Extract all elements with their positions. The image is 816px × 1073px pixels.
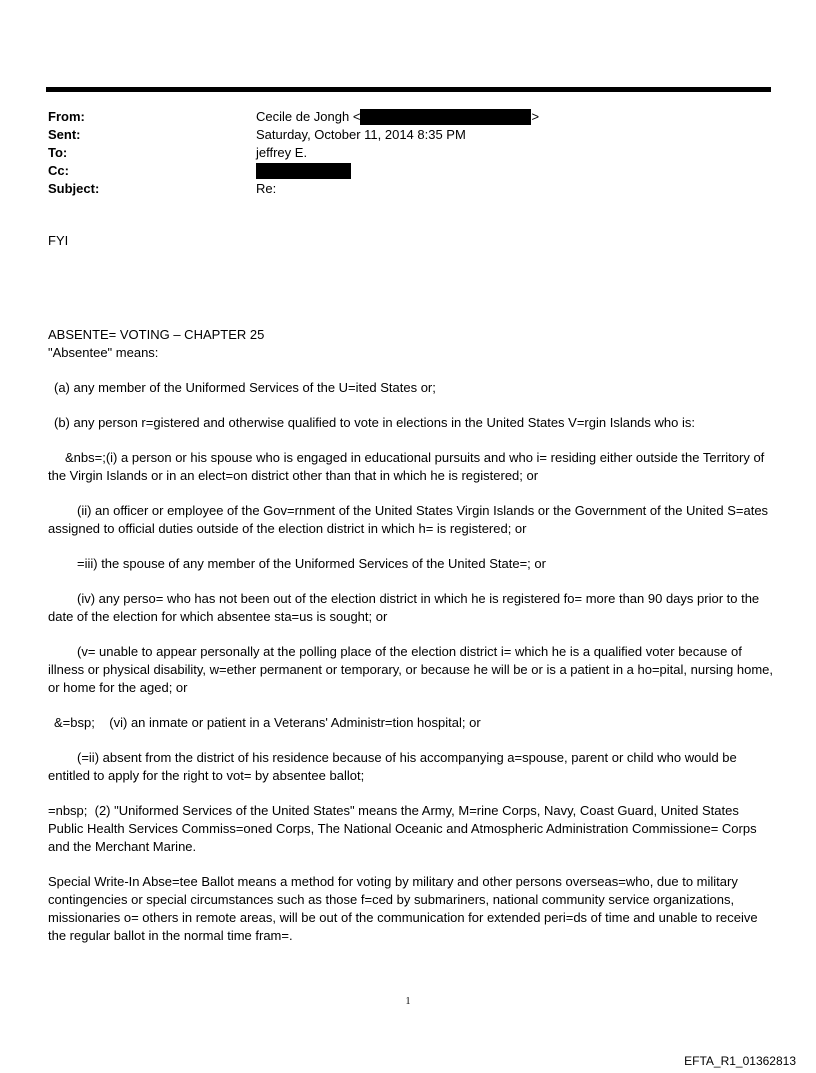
body-paragraph: &=bsp; (vi) an inmate or patient in a Veterans' Administr=tion hospital; or <box>54 715 481 730</box>
subject-value: Re: <box>256 181 277 196</box>
body-paragraph: (v= unable to appear personally at the polling place of the election district i= which he is a qualified voter because of illness or physical disability, w=ether permanent or temporary, or because he will be or is a patient in a ho=pital, nursing home, or home for the aged; or <box>48 644 774 695</box>
email-header <box>48 108 748 198</box>
cc-row <box>48 162 748 180</box>
sender-name: Cecile de Jongh < <box>256 109 361 124</box>
sent-value: Saturday, October 11, 2014 8:35 PM <box>256 127 466 142</box>
from-value <box>256 108 539 126</box>
body-paragraph: (=ii) absent from the district of his residence because of his accompanying a=spouse, parent or child who would be entitled to apply for the right to vot= by absentee ballot; <box>48 750 737 783</box>
body-paragraph: =nbsp; (2) "Uniformed Services of the United States" means the Army, M=rine Corps, Navy, Coast Guard, United States Public Health Services Commiss=oned Corps, The National Oceanic and Atmospheric Administration Commissione= Corps and the Merchant Marine. <box>48 803 757 854</box>
body-paragraph: =iii) the spouse of any member of the Uniformed Services of the United State=; or <box>77 556 546 571</box>
body-paragraph: (iv) any perso= who has not been out of the election district in which he is registered fo= more than 90 days prior to the date of the election for which absentee sta=us is sought; or <box>48 591 760 624</box>
subject-label: Subject: <box>48 181 100 196</box>
redaction-box <box>256 163 351 179</box>
chapter-heading: ABSENTE= VOTING – CHAPTER 25 <box>48 327 265 342</box>
bates-number: EFTA_R1_01362813 <box>684 1054 796 1068</box>
body-paragraph: &nbs=;(i) a person or his spouse who is engaged in educational pursuits and who i= residing either outside the Territory of the Virgin Islands or in an elect=on district other than that in which he is registered; or <box>48 450 765 483</box>
body-paragraph: (b) any person r=gistered and otherwise qualified to vote in elections in the United States V=rgin Islands who is: <box>54 415 695 430</box>
to-value: jeffrey E. <box>256 145 308 160</box>
cc-label: Cc: <box>48 163 69 178</box>
sent-row <box>48 126 748 144</box>
sent-label: Sent: <box>48 127 81 142</box>
to-row <box>48 144 748 162</box>
to-label: To: <box>48 145 68 160</box>
body-paragraph: (a) any member of the Uniformed Services of the U=ited States or; <box>54 380 436 395</box>
email-body <box>48 232 773 945</box>
definition-intro: "Absentee" means: <box>48 345 159 360</box>
sender-bracket: > <box>531 109 540 124</box>
body-paragraph: (ii) an officer or employee of the Gov=rnment of the United States Virgin Islands or the Government of the United S=ates assigned to official duties outside of the election district in which h= is registered; or <box>48 503 769 536</box>
subject-row <box>48 180 748 198</box>
from-label: From: <box>48 109 85 124</box>
header-rule <box>46 87 771 92</box>
from-row <box>48 108 748 126</box>
body-paragraph: Special Write-In Abse=tee Ballot means a method for voting by military and other persons overseas=who, due to military contingencies or special circumstances such as those f=ced by submariners, national community service organizations, missionaries o= others in remote areas, will be out of the communication for extended peri=ds of time and unable to receive the regular ballot in the normal time fram=. <box>48 874 758 943</box>
cc-value <box>256 162 351 180</box>
fyi-text: FYI <box>48 233 69 248</box>
redaction-box <box>360 109 531 125</box>
page-number: 1 <box>405 996 411 1007</box>
